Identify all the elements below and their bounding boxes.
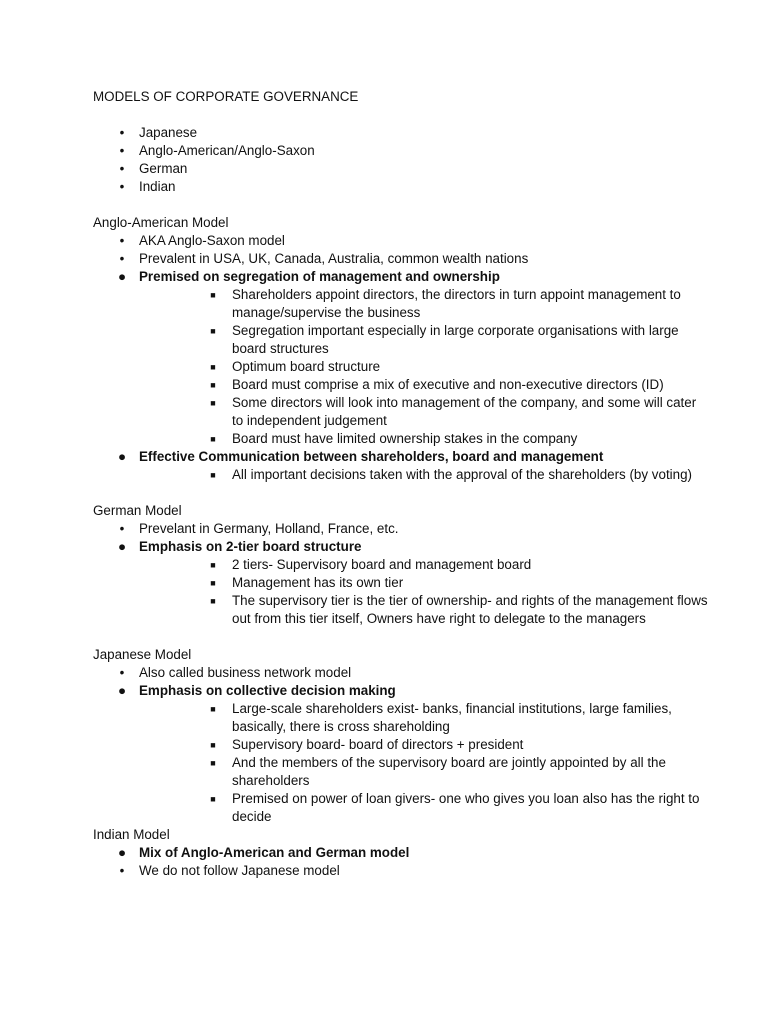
anglo-american-list — [93, 232, 708, 484]
list-item: • Anglo-American/Anglo-Saxon — [93, 142, 708, 160]
square-bullet-icon: ■ — [210, 794, 216, 804]
indian-heading: Indian Model — [93, 827, 170, 842]
sub-list-item: ■ All important decisions taken with the approval of the shareholders (by voting) — [139, 466, 708, 484]
german-list — [93, 520, 708, 628]
bullet-icon: • — [119, 521, 125, 536]
square-bullet-icon: ■ — [210, 704, 216, 714]
sub-list-item: ■ Premised on power of loan givers- one who gives you loan also has the right to decide — [139, 790, 708, 826]
bullet-icon: ● — [117, 845, 127, 860]
list-item: ● Premised on segregation of management and ownership ■ Shareholders appoint directors, the directors in turn appoint management to manage/supervise the business ■ Segregation important especially in large corporate organisations with large board structures ■ Optimum board structure ■ Board must comprise a mix of executive and non-executive directors (ID) ■ Some directors will look into management of the company, and some will cater to independent judgement ■ Board must have limited ownership stakes in the company — [93, 268, 708, 448]
bullet-icon: • — [119, 179, 125, 194]
square-bullet-icon: ■ — [210, 560, 216, 570]
bullet-icon: ● — [117, 449, 127, 464]
models-overview-list — [93, 124, 708, 196]
sub-list — [139, 556, 708, 628]
japanese-list — [93, 664, 708, 826]
list-item: • AKA Anglo-Saxon model — [93, 232, 708, 250]
square-bullet-icon: ■ — [210, 290, 216, 300]
sub-list-item: ■ Supervisory board- board of directors + president — [139, 736, 708, 754]
list-item: ● Mix of Anglo-American and German model — [117, 845, 410, 860]
sub-list-item: ■ The supervisory tier is the tier of ownership- and rights of the management flows out from this tier itself, Owners have right to delegate to the managers — [139, 592, 708, 628]
square-bullet-icon: ■ — [210, 326, 216, 336]
square-bullet-icon: ■ — [210, 380, 216, 390]
document-title: MODELS OF CORPORATE GOVERNANCE — [93, 89, 359, 104]
anglo-american-heading: Anglo-American Model — [93, 215, 229, 230]
bullet-icon: • — [119, 143, 125, 158]
bullet-icon: ● — [117, 269, 127, 284]
list-item: ● Emphasis on collective decision making ■ Large-scale shareholders exist- banks, financial institutions, large families, basically, there is cross shareholding ■ Supervisory board- board of directors + president ■ And the members of the supervisory board are jointly appointed by all the shareholders ■ Premised on power of loan givers- one who gives you loan also has the right to decide — [93, 682, 708, 826]
sub-list-item: ■ Board must comprise a mix of executive and non-executive directors (ID) — [139, 376, 708, 394]
list-item: • Indian — [93, 178, 708, 196]
square-bullet-icon: ■ — [210, 578, 216, 588]
bullet-icon: • — [119, 161, 125, 176]
list-item: • Prevalent in USA, UK, Canada, Australia, common wealth nations — [93, 250, 708, 268]
list-item: • Prevelant in Germany, Holland, France, etc. — [93, 520, 708, 538]
indian-list — [93, 844, 708, 880]
list-item: • German — [93, 160, 708, 178]
list-item: • Also called business network model — [93, 664, 708, 682]
japanese-heading: Japanese Model — [93, 647, 192, 662]
square-bullet-icon: ■ — [210, 434, 216, 444]
sub-list-item: ■ Board must have limited ownership stakes in the company — [139, 430, 708, 448]
sub-list-item: ■ Management has its own tier — [139, 574, 708, 592]
bullet-icon: ● — [117, 683, 127, 698]
square-bullet-icon: ■ — [210, 362, 216, 372]
bullet-icon: • — [119, 125, 125, 140]
bullet-icon: • — [119, 863, 125, 878]
square-bullet-icon: ■ — [210, 470, 216, 480]
square-bullet-icon: ■ — [210, 758, 216, 768]
square-bullet-icon: ■ — [210, 740, 216, 750]
square-bullet-icon: ■ — [210, 596, 216, 606]
sub-list-item: ■ Some directors will look into management of the company, and some will cater to independent judgement — [139, 394, 708, 430]
sub-list — [139, 700, 708, 826]
sub-list-item: ■ Optimum board structure — [139, 358, 708, 376]
sub-list-item: ■ Shareholders appoint directors, the directors in turn appoint management to manage/supervise the business — [139, 286, 708, 322]
sub-list-item: ■ Large-scale shareholders exist- banks, financial institutions, large families, basically, there is cross shareholding — [139, 700, 708, 736]
german-heading: German Model — [93, 503, 182, 518]
sub-list-item: ■ And the members of the supervisory board are jointly appointed by all the shareholders — [139, 754, 708, 790]
list-item: ● Effective Communication between shareholders, board and management ■ All important decisions taken with the approval of the shareholders (by voting) — [93, 448, 708, 484]
bullet-icon: • — [119, 665, 125, 680]
sub-list — [139, 466, 708, 484]
bullet-icon: • — [119, 233, 125, 248]
list-item: ● Emphasis on 2-tier board structure ■ 2 tiers- Supervisory board and management board ■ Management has its own tier ■ The supervisory tier is the tier of ownership- and rights of the management flows out from this tier itself, Owners have right to delegate to the managers — [117, 539, 708, 626]
bullet-icon: ● — [117, 539, 127, 554]
sub-list-item: ■ Segregation important especially in large corporate organisations with large board structures — [139, 322, 708, 358]
sub-list-item: ■ 2 tiers- Supervisory board and management board — [139, 556, 708, 574]
bullet-icon: • — [119, 251, 125, 266]
sub-list — [139, 286, 708, 448]
square-bullet-icon: ■ — [210, 398, 216, 408]
list-item: • We do not follow Japanese model — [93, 862, 708, 880]
list-item: • Japanese — [93, 124, 708, 142]
